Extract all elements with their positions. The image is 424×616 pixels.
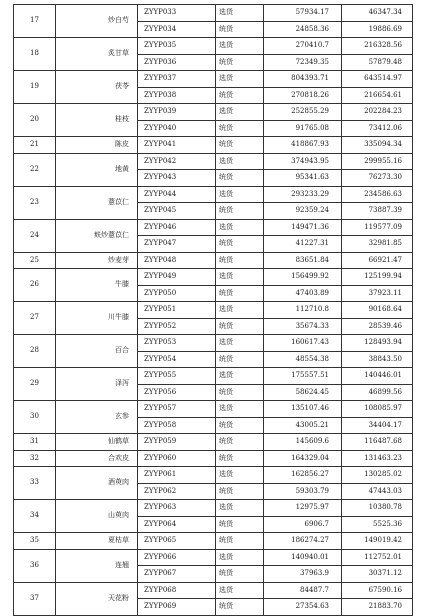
amount2-cell: 57879.48 xyxy=(342,54,413,71)
table-row xyxy=(14,104,413,121)
amount-cell: 175557.51 xyxy=(264,368,342,385)
code-cell: ZYYP053 xyxy=(138,335,216,352)
seq-cell: 18 xyxy=(14,38,56,71)
code-cell: ZYYP056 xyxy=(138,384,216,401)
grade-cell: 选货 xyxy=(216,582,264,599)
code-cell: ZYYP038 xyxy=(138,87,216,104)
amount-cell: 252855.29 xyxy=(264,104,342,121)
table-body xyxy=(14,5,413,616)
amount2-cell: 108085.97 xyxy=(342,401,413,418)
herb-name-cell: 山萸肉 xyxy=(56,500,138,533)
amount-cell: 92359.24 xyxy=(264,203,342,220)
herb-name-cell: 陈皮 xyxy=(56,137,138,154)
grade-cell: 统货 xyxy=(216,21,264,38)
seq-cell: 24 xyxy=(14,219,56,252)
code-cell: ZYYP066 xyxy=(138,549,216,566)
grade-cell: 统货 xyxy=(216,54,264,71)
herb-name-cell: 牛膝 xyxy=(56,269,138,302)
amount-cell: 12975.97 xyxy=(264,500,342,517)
amount-cell: 156499.92 xyxy=(264,269,342,286)
amount-cell: 145609.6 xyxy=(264,434,342,451)
table-row xyxy=(14,434,413,451)
amount2-cell: 76273.30 xyxy=(342,170,413,187)
seq-cell: 25 xyxy=(14,252,56,269)
seq-cell: 26 xyxy=(14,269,56,302)
amount2-cell: 73412.06 xyxy=(342,120,413,137)
herb-name-cell: 夏枯草 xyxy=(56,533,138,550)
herb-name-cell: 泽泻 xyxy=(56,368,138,401)
table-row xyxy=(14,269,413,286)
seq-cell: 33 xyxy=(14,467,56,500)
code-cell: ZYYP054 xyxy=(138,351,216,368)
code-cell: ZYYP045 xyxy=(138,203,216,220)
herb-name-cell: 合欢皮 xyxy=(56,450,138,467)
grade-cell: 选货 xyxy=(216,302,264,319)
code-cell: ZYYP051 xyxy=(138,302,216,319)
amount-cell: 162856.27 xyxy=(264,467,342,484)
table-row xyxy=(14,137,413,154)
herb-name-cell: 炒白芍 xyxy=(56,5,138,38)
amount-cell: 91765.08 xyxy=(264,120,342,137)
table-row xyxy=(14,401,413,418)
grade-cell: 选货 xyxy=(216,368,264,385)
table-row xyxy=(14,549,413,566)
code-cell: ZYYP069 xyxy=(138,599,216,616)
amount2-cell: 46347.34 xyxy=(342,5,413,22)
grade-cell: 统货 xyxy=(216,516,264,533)
amount2-cell: 234586.63 xyxy=(342,186,413,203)
amount-cell: 112710.8 xyxy=(264,302,342,319)
amount2-cell: 19886.69 xyxy=(342,21,413,38)
amount2-cell: 216654.61 xyxy=(342,87,413,104)
grade-cell: 统货 xyxy=(216,318,264,335)
table-row xyxy=(14,450,413,467)
amount2-cell: 34404.17 xyxy=(342,417,413,434)
grade-cell: 选货 xyxy=(216,71,264,88)
herb-name-cell: 薏苡仁 xyxy=(56,186,138,219)
seq-cell: 21 xyxy=(14,137,56,154)
amount-cell: 149471.36 xyxy=(264,219,342,236)
herb-name-cell: 天花粉 xyxy=(56,582,138,615)
code-cell: ZYYP048 xyxy=(138,252,216,269)
grade-cell: 选货 xyxy=(216,5,264,22)
amount-cell: 59303.79 xyxy=(264,483,342,500)
table-row xyxy=(14,38,413,55)
code-cell: ZYYP037 xyxy=(138,71,216,88)
herb-name-cell: 茯苓 xyxy=(56,71,138,104)
code-cell: ZYYP034 xyxy=(138,21,216,38)
amount-cell: 160617.43 xyxy=(264,335,342,352)
grade-cell: 统货 xyxy=(216,252,264,269)
grade-cell: 选货 xyxy=(216,104,264,121)
amount-cell: 140940.01 xyxy=(264,549,342,566)
code-cell: ZYYP059 xyxy=(138,434,216,451)
code-cell: ZYYP052 xyxy=(138,318,216,335)
amount-cell: 374943.95 xyxy=(264,153,342,170)
amount-cell: 84487.7 xyxy=(264,582,342,599)
code-cell: ZYYP068 xyxy=(138,582,216,599)
amount-cell: 135107.46 xyxy=(264,401,342,418)
grade-cell: 选货 xyxy=(216,500,264,517)
amount2-cell: 38843.50 xyxy=(342,351,413,368)
amount2-cell: 5525.36 xyxy=(342,516,413,533)
herb-name-cell: 连翘 xyxy=(56,549,138,582)
amount-cell: 57934.17 xyxy=(264,5,342,22)
seq-cell: 17 xyxy=(14,5,56,38)
herb-name-cell: 麸炒薏苡仁 xyxy=(56,219,138,252)
amount-cell: 270410.7 xyxy=(264,38,342,55)
code-cell: ZYYP041 xyxy=(138,137,216,154)
amount-cell: 41227.31 xyxy=(264,236,342,253)
grade-cell: 选货 xyxy=(216,153,264,170)
code-cell: ZYYP035 xyxy=(138,38,216,55)
amount-cell: 24858.36 xyxy=(264,21,342,38)
amount-cell: 270818.26 xyxy=(264,87,342,104)
amount2-cell: 32981.85 xyxy=(342,236,413,253)
grade-cell: 选货 xyxy=(216,38,264,55)
amount2-cell: 90168.64 xyxy=(342,302,413,319)
amount2-cell: 335094.34 xyxy=(342,137,413,154)
price-table xyxy=(13,4,413,616)
table-row xyxy=(14,368,413,385)
amount-cell: 58624.45 xyxy=(264,384,342,401)
seq-cell: 35 xyxy=(14,533,56,550)
herb-name-cell: 川牛膝 xyxy=(56,302,138,335)
grade-cell: 统货 xyxy=(216,533,264,550)
seq-cell: 22 xyxy=(14,153,56,186)
amount2-cell: 149019.42 xyxy=(342,533,413,550)
seq-cell: 34 xyxy=(14,500,56,533)
amount-cell: 164329.04 xyxy=(264,450,342,467)
amount2-cell: 37923.11 xyxy=(342,285,413,302)
grade-cell: 统货 xyxy=(216,417,264,434)
grade-cell: 统货 xyxy=(216,384,264,401)
amount2-cell: 73887.39 xyxy=(342,203,413,220)
grade-cell: 选货 xyxy=(216,269,264,286)
amount2-cell: 66921.47 xyxy=(342,252,413,269)
amount-cell: 47403.89 xyxy=(264,285,342,302)
amount2-cell: 28539.46 xyxy=(342,318,413,335)
herb-name-cell: 仙鹤草 xyxy=(56,434,138,451)
code-cell: ZYYP039 xyxy=(138,104,216,121)
amount2-cell: 125199.94 xyxy=(342,269,413,286)
seq-cell: 32 xyxy=(14,450,56,467)
table-row xyxy=(14,302,413,319)
grade-cell: 统货 xyxy=(216,170,264,187)
grade-cell: 统货 xyxy=(216,120,264,137)
grade-cell: 统货 xyxy=(216,137,264,154)
grade-cell: 选货 xyxy=(216,186,264,203)
code-cell: ZYYP036 xyxy=(138,54,216,71)
amount2-cell: 131463.23 xyxy=(342,450,413,467)
code-cell: ZYYP050 xyxy=(138,285,216,302)
grade-cell: 统货 xyxy=(216,450,264,467)
grade-cell: 选货 xyxy=(216,401,264,418)
seq-cell: 30 xyxy=(14,401,56,434)
grade-cell: 选货 xyxy=(216,467,264,484)
code-cell: ZYYP058 xyxy=(138,417,216,434)
seq-cell: 36 xyxy=(14,549,56,582)
table-row xyxy=(14,500,413,517)
herb-name-cell: 桂枝 xyxy=(56,104,138,137)
seq-cell: 20 xyxy=(14,104,56,137)
herb-name-cell: 地黄 xyxy=(56,153,138,186)
table-row xyxy=(14,252,413,269)
amount-cell: 6906.7 xyxy=(264,516,342,533)
code-cell: ZYYP067 xyxy=(138,566,216,583)
grade-cell: 统货 xyxy=(216,203,264,220)
grade-cell: 统货 xyxy=(216,351,264,368)
amount2-cell: 21883.70 xyxy=(342,599,413,616)
code-cell: ZYYP065 xyxy=(138,533,216,550)
table-row xyxy=(14,582,413,599)
amount-cell: 83651.84 xyxy=(264,252,342,269)
herb-name-cell: 酒萸肉 xyxy=(56,467,138,500)
amount-cell: 37963.9 xyxy=(264,566,342,583)
table-row xyxy=(14,153,413,170)
amount2-cell: 67590.16 xyxy=(342,582,413,599)
table-row xyxy=(14,71,413,88)
amount2-cell: 47443.03 xyxy=(342,483,413,500)
grade-cell: 统货 xyxy=(216,434,264,451)
code-cell: ZYYP061 xyxy=(138,467,216,484)
grade-cell: 统货 xyxy=(216,236,264,253)
amount-cell: 95341.63 xyxy=(264,170,342,187)
amount2-cell: 116487.68 xyxy=(342,434,413,451)
amount-cell: 804393.71 xyxy=(264,71,342,88)
amount-cell: 418867.93 xyxy=(264,137,342,154)
amount2-cell: 119577.09 xyxy=(342,219,413,236)
table-row xyxy=(14,219,413,236)
amount2-cell: 202284.23 xyxy=(342,104,413,121)
code-cell: ZYYP055 xyxy=(138,368,216,385)
amount-cell: 48554.38 xyxy=(264,351,342,368)
code-cell: ZYYP063 xyxy=(138,500,216,517)
amount-cell: 43005.21 xyxy=(264,417,342,434)
code-cell: ZYYP060 xyxy=(138,450,216,467)
code-cell: ZYYP042 xyxy=(138,153,216,170)
code-cell: ZYYP040 xyxy=(138,120,216,137)
table-row xyxy=(14,335,413,352)
herb-name-cell: 炒麦芽 xyxy=(56,252,138,269)
herb-name-cell: 炙甘草 xyxy=(56,38,138,71)
amount-cell: 72349.35 xyxy=(264,54,342,71)
seq-cell: 19 xyxy=(14,71,56,104)
seq-cell: 37 xyxy=(14,582,56,615)
amount2-cell: 10380.78 xyxy=(342,500,413,517)
grade-cell: 统货 xyxy=(216,483,264,500)
code-cell: ZYYP047 xyxy=(138,236,216,253)
code-cell: ZYYP049 xyxy=(138,269,216,286)
amount2-cell: 46899.56 xyxy=(342,384,413,401)
amount2-cell: 299955.16 xyxy=(342,153,413,170)
code-cell: ZYYP043 xyxy=(138,170,216,187)
amount2-cell: 130285.02 xyxy=(342,467,413,484)
amount2-cell: 112752.01 xyxy=(342,549,413,566)
code-cell: ZYYP057 xyxy=(138,401,216,418)
amount-cell: 35674.33 xyxy=(264,318,342,335)
grade-cell: 选货 xyxy=(216,549,264,566)
amount2-cell: 128493.94 xyxy=(342,335,413,352)
amount-cell: 293233.29 xyxy=(264,186,342,203)
code-cell: ZYYP062 xyxy=(138,483,216,500)
grade-cell: 统货 xyxy=(216,599,264,616)
herb-name-cell: 百合 xyxy=(56,335,138,368)
grade-cell: 统货 xyxy=(216,87,264,104)
code-cell: ZYYP044 xyxy=(138,186,216,203)
code-cell: ZYYP033 xyxy=(138,5,216,22)
table-row xyxy=(14,186,413,203)
amount-cell: 186274.27 xyxy=(264,533,342,550)
table-row xyxy=(14,467,413,484)
document-page xyxy=(13,4,412,616)
code-cell: ZYYP046 xyxy=(138,219,216,236)
amount2-cell: 140446.01 xyxy=(342,368,413,385)
grade-cell: 统货 xyxy=(216,285,264,302)
amount2-cell: 643514.97 xyxy=(342,71,413,88)
grade-cell: 选货 xyxy=(216,219,264,236)
seq-cell: 29 xyxy=(14,368,56,401)
amount-cell: 27354.63 xyxy=(264,599,342,616)
seq-cell: 23 xyxy=(14,186,56,219)
amount2-cell: 216328.56 xyxy=(342,38,413,55)
grade-cell: 统货 xyxy=(216,566,264,583)
table-row xyxy=(14,5,413,22)
seq-cell: 27 xyxy=(14,302,56,335)
amount2-cell: 30371.12 xyxy=(342,566,413,583)
code-cell: ZYYP064 xyxy=(138,516,216,533)
table-row xyxy=(14,533,413,550)
herb-name-cell: 玄参 xyxy=(56,401,138,434)
grade-cell: 选货 xyxy=(216,335,264,352)
seq-cell: 28 xyxy=(14,335,56,368)
seq-cell: 31 xyxy=(14,434,56,451)
